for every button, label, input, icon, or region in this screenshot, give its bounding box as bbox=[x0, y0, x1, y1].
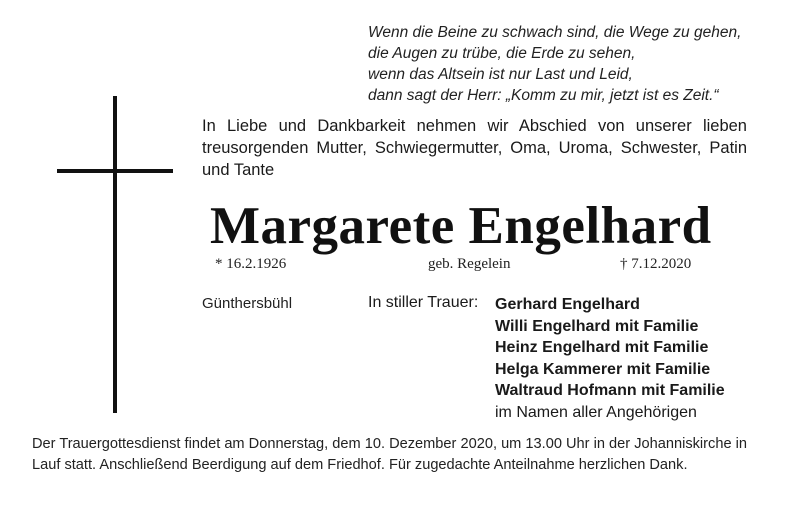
service-notice: Der Trauergottesdienst findet am Donnerstag, dem 10. Dezember 2020, um 13.00 Uhr in der Johanniskirche in Lauf statt. Anschließend Beerdigung auf dem Friedhof. Für zugedachte Anteilnahme herzlichen Dank. bbox=[32, 436, 747, 473]
mourner: Helga Kammerer mit Familie bbox=[495, 360, 711, 378]
cross-vertical-bar bbox=[113, 96, 117, 413]
death-date: † 7.12.2020 bbox=[620, 256, 692, 272]
poem-line: dann sagt der Herr: „Komm zu mir, jetzt ist es Zeit.“ bbox=[368, 87, 719, 104]
poem-line: Wenn die Beine zu schwach sind, die Wege zu gehen, bbox=[368, 24, 742, 41]
mourning-closing: im Namen aller Angehörigen bbox=[495, 403, 697, 421]
mourner: Waltraud Hofmann mit Familie bbox=[495, 382, 725, 399]
intro-text: In Liebe und Dankbarkeit nehmen wir Abschied von unserer lieben treusorgenden Mutter, Schwiegermutter, Oma, Uroma, Schwester, Patin und Tante bbox=[202, 117, 747, 179]
cross-horizontal-bar bbox=[57, 169, 173, 173]
mourner: Willi Engelhard mit Familie bbox=[495, 317, 699, 335]
deceased-name: Margarete Engelhard bbox=[210, 197, 712, 255]
birth-date: * 16.2.1926 bbox=[215, 256, 287, 272]
place-name: Günthersbühl bbox=[202, 295, 293, 312]
poem-line: die Augen zu trübe, die Erde zu sehen, bbox=[368, 45, 636, 62]
maiden-name: geb. Regelein bbox=[428, 256, 511, 272]
mourner: Heinz Engelhard mit Familie bbox=[495, 339, 709, 356]
mourner: Gerhard Engelhard bbox=[495, 296, 640, 313]
poem bbox=[368, 22, 788, 106]
poem-line: wenn das Altsein ist nur Last und Leid, bbox=[368, 66, 633, 83]
mourners-list bbox=[495, 294, 725, 423]
mourning-label: In stiller Trauer: bbox=[368, 294, 479, 311]
